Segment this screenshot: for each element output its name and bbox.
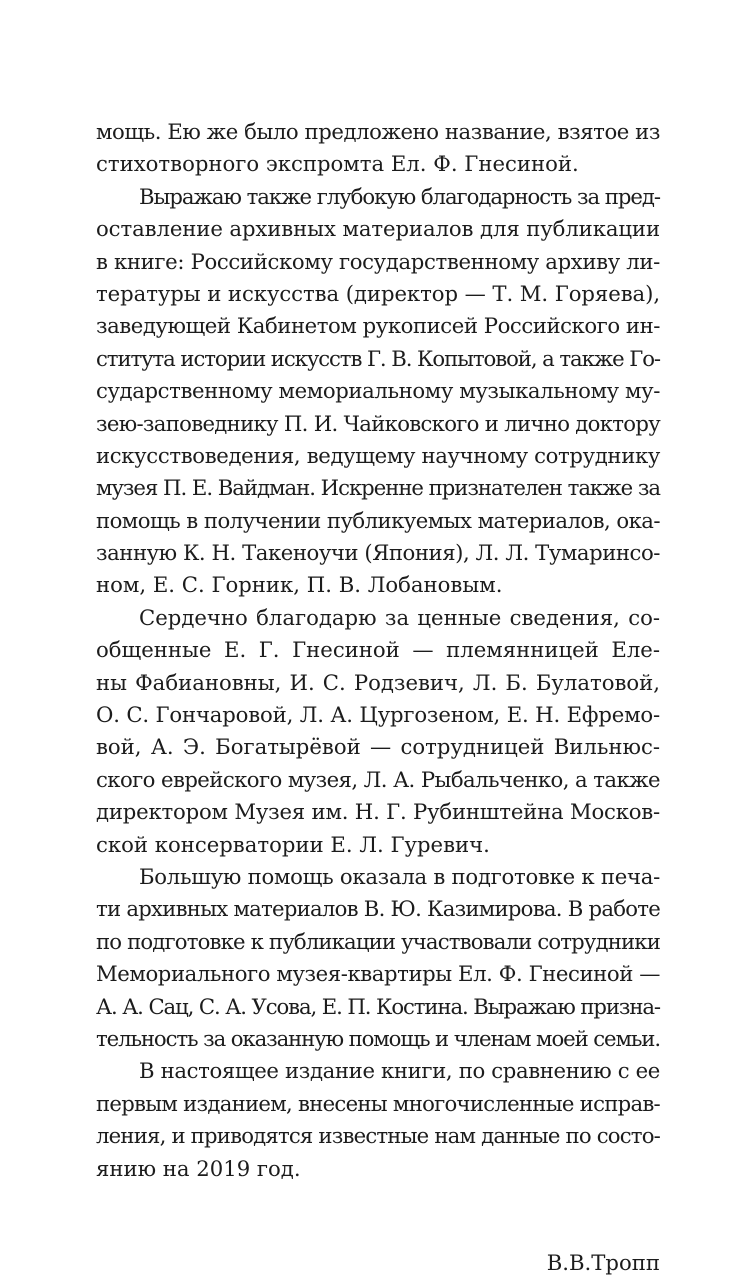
text-line: директором Музея им. Н. Г. Рубинштейна Москов- [96,799,660,825]
text-line: Мемориального музея-квартиры Ел. Ф. Гнесиной — [96,961,660,987]
text-line: Выражаю также глубокую благодарность за пред- [139,183,660,209]
text-line: помощь в получении публикуемых материалов, ока- [96,507,661,533]
paragraph [96,116,660,181]
text-line: ститута истории искусств Г. В. Копытовой, а также Го- [96,345,660,371]
text-line: оставление архивных материалов для публикации [96,216,660,242]
text-line: ской консерватории Е. Л. Гуревич. [96,831,490,857]
paragraph [96,181,660,602]
text-line: первым изданием, внесены многочисленные исправ- [96,1090,660,1116]
text-line: тельность за оказанную помощь и членам моей семьи. [96,1025,660,1051]
text-line: мощь. Ею же было предложено название, взятое из [96,119,660,144]
text-line: в книге: Российскому государственному архиву ли- [96,248,660,274]
author-signature: В.В.Тропп [546,1249,660,1275]
text-line: ского еврейского музея, Л. А. Рыбальченко, а также [96,766,660,792]
paragraph [96,1055,660,1185]
text-body [96,116,660,1185]
book-page [96,116,660,1279]
text-line: А. А. Сац, С. А. Усова, Е. П. Костина. Выражаю призна- [96,993,660,1019]
text-line: вой, А. Э. Богатырёвой — сотрудницей Вильнюс- [96,734,660,760]
text-line: янию на 2019 год. [96,1155,301,1181]
text-line: стихотворного экспромта Ел. Ф. Гнесиной. [96,151,579,177]
text-line: занную К. Н. Такеноучи (Япония), Л. Л. Тумаринсо- [96,540,660,566]
text-line: сударственному мемориальному музыкальному му- [96,378,660,404]
paragraph [96,602,660,861]
text-line: музея П. Е. Вайдман. Искренне признателен также за [96,475,660,501]
text-line: заведующей Кабинетом рукописей Российского ин- [96,313,660,339]
text-line: ти архивных материалов В. Ю. Казимирова. В работе [96,896,660,922]
text-line: зею-заповеднику П. И. Чайковского и лично доктору [96,410,660,436]
text-line: ления, и приводятся известные нам данные по состо- [96,1123,660,1149]
text-line: тературы и искусства (директор — Т. М. Горяева), [96,280,660,306]
paragraph [96,861,660,1055]
text-line: Сердечно благодарю за ценные сведения, со- [139,604,660,630]
text-line: ны Фабиановны, И. С. Родзевич, Л. Б. Булатовой, [96,669,660,695]
text-line: по подготовке к публикации участвовали сотрудники [96,928,660,954]
text-line: ном, Е. С. Горник, П. В. Лобановым. [96,572,503,598]
text-line: В настоящее издание книги, по сравнению с ее [139,1058,660,1084]
text-line: искусствоведения, ведущему научному сотруднику [96,442,660,468]
text-line: О. С. Гончаровой, Л. А. Цургозеном, Е. Н. Ефремо- [96,702,660,728]
text-line: общенные Е. Г. Гнесиной — племянницей Еле- [96,637,660,663]
text-line: Большую помощь оказала в подготовке к печа- [139,863,660,889]
